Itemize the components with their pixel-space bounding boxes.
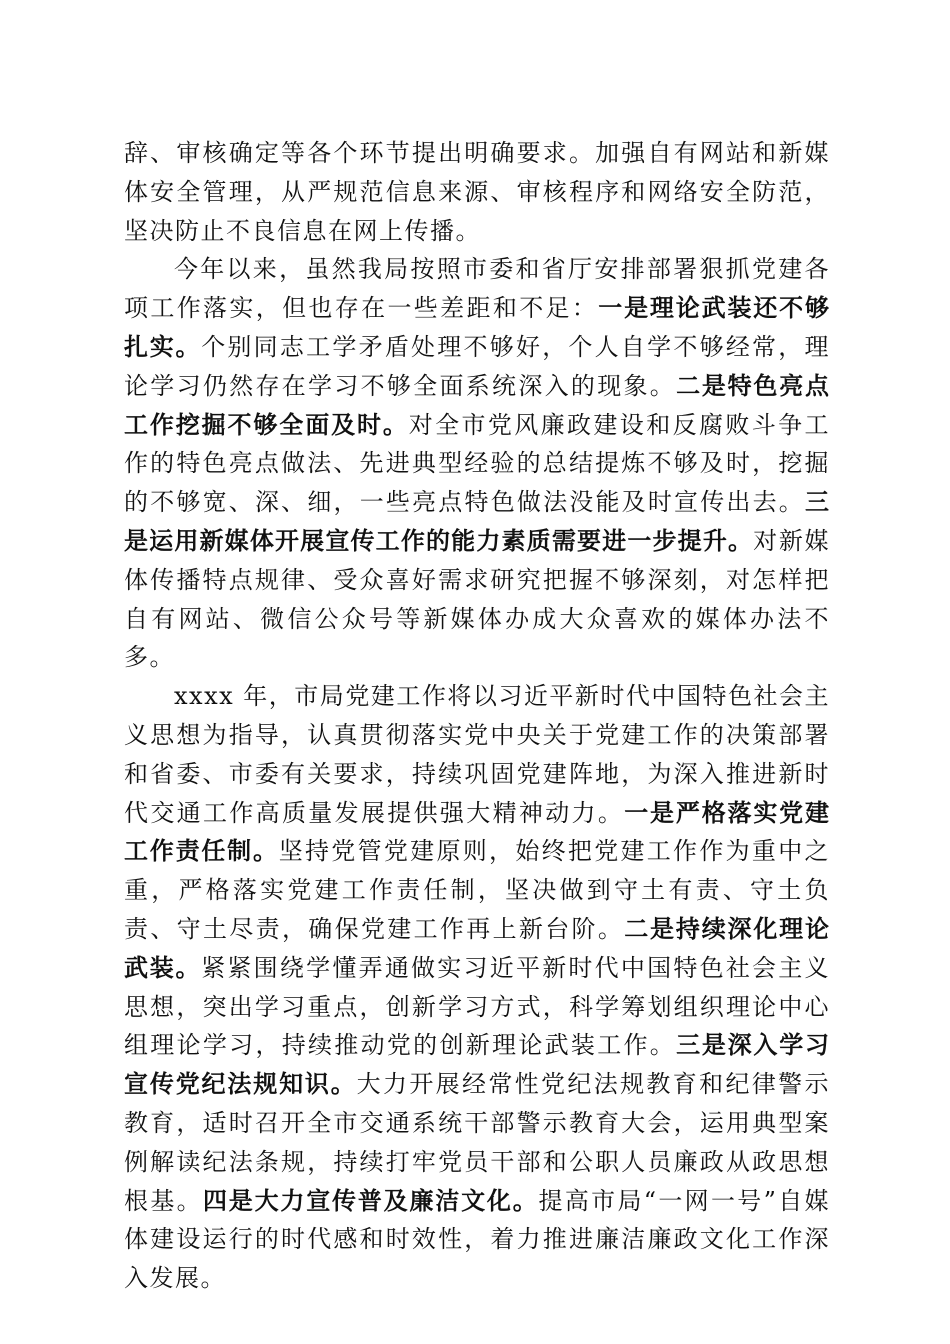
paragraph-3 xyxy=(124,677,830,1298)
paragraph-text: 个别同志工学矛盾处理不够好，个人自学不够经常，理论学习仍然存在学习不够全面系统深入的现象。 xyxy=(124,332,831,400)
paragraph-text: 对全市党风廉政建设和反腐败斗争工作的特色亮点做法、先进典型经验的总结提炼不够及时，挖掘的不够宽、深、细，一些亮点特色做法没能及时宣传出去。 xyxy=(124,410,831,517)
paragraph-2 xyxy=(124,250,830,677)
bold-heading: 三是深入学习宣传党纪法规知识。 xyxy=(124,1031,831,1099)
paragraph-text: 提高市局“一网一号”自媒体建设运行的时代感和时效性，着力推进廉洁廉政文化工作深入发展。 xyxy=(124,1186,831,1293)
paragraph-text: 今年以来，虽然我局按照市委和省厅安排部署狠抓党建各项工作落实，但也存在一些差距和不足： xyxy=(124,255,830,323)
document-body xyxy=(124,134,830,1298)
bold-heading: 三是运用新媒体开展宣传工作的能力素质需要进一步提升。 xyxy=(124,488,830,555)
paragraph-text: xxxx 年，市局党建工作将以习近平新时代中国特色社会主义思想为指导，认真贯彻落实党中央关于党建工作的决策部署和省委、市委有关要求，持续巩固党建阵地，为深入推进新时代交通工作高质量发展提供强大精神动力。 xyxy=(124,682,830,827)
paragraph-text: 辞、审核确定等各个环节提出明确要求。加强自有网站和新媒体安全管理，从严规范信息来源、审核程序和网络安全防范，坚决防止不良信息在网上传播。 xyxy=(124,139,830,245)
bold-heading: 二是特色亮点工作挖掘不够全面及时。 xyxy=(124,371,831,439)
paragraph-text: 对新媒体传播特点规律、受众喜好需求研究把握不够深刻，对怎样把自有网站、微信公众号等新媒体办成大众喜欢的媒体办法不多。 xyxy=(124,526,831,672)
paragraph-text: 大力开展经常性党纪法规教育和纪律警示教育，适时召开全市交通系统干部警示教育大会，运用典型案例解读纪法条规，持续打牢党员干部和公职人员廉政从政思想根基。 xyxy=(124,1070,831,1215)
bold-heading: 四是大力宣传普及廉洁文化。 xyxy=(202,1186,539,1215)
paragraph-1 xyxy=(124,134,830,250)
paragraph-text: 坚持党管党建原则，始终把党建工作作为重中之重，严格落实党建工作责任制，坚决做到守土有责、守土负责、守土尽责，确保党建工作再上新台阶。 xyxy=(124,837,831,943)
bold-heading: 一是严格落实党建工作责任制。 xyxy=(124,798,831,866)
paragraph-text: 紧紧围绕学懂弄通做实习近平新时代中国特色社会主义思想，突出学习重点，创新学习方式，科学筹划组织理论中心组理论学习，持续推动党的创新理论武装工作。 xyxy=(124,953,831,1060)
bold-heading: 二是持续深化理论武装。 xyxy=(124,914,831,982)
bold-heading: 一是理论武装还不够扎实。 xyxy=(124,294,831,361)
